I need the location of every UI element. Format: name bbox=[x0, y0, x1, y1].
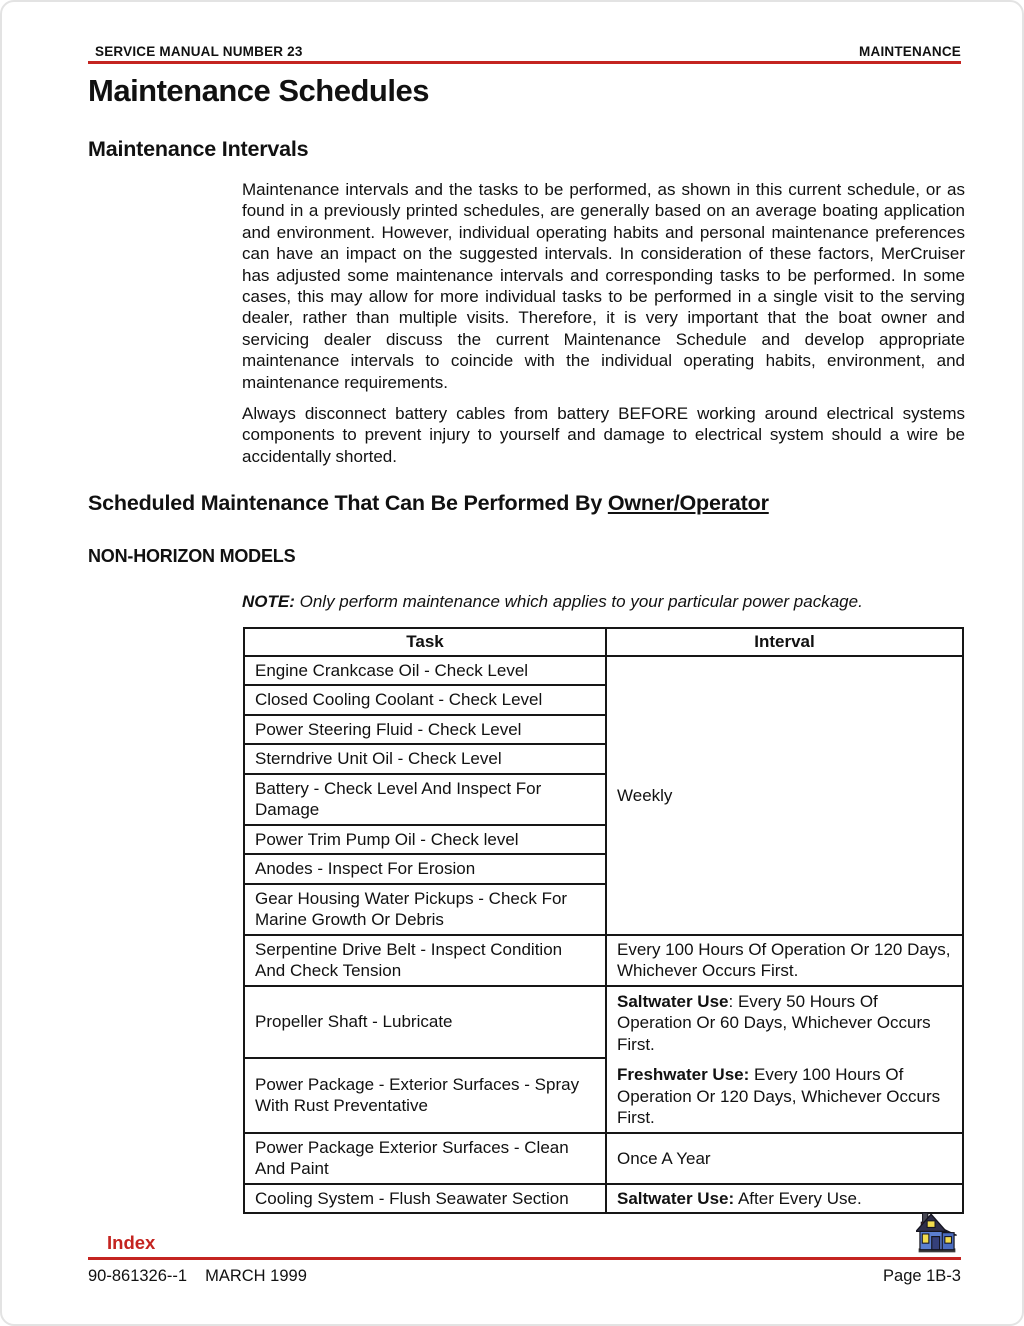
task-cell: Power Package Exterior Surfaces - Clean And Paint bbox=[244, 1133, 606, 1184]
heading-non-horizon-models: NON-HORIZON MODELS bbox=[88, 546, 296, 567]
heading-scheduled-maintenance bbox=[88, 491, 961, 516]
interval-cell-weekly: Weekly bbox=[606, 656, 963, 935]
interval-cell bbox=[606, 1184, 963, 1214]
task-cell: Propeller Shaft - Lubricate bbox=[244, 986, 606, 1058]
intervals-paragraph-2: Always disconnect battery cables from battery BEFORE working around electrical systems components to prevent injury to yourself and damage to electrical system should a wire be accidentally shorted. bbox=[242, 404, 965, 466]
table-row bbox=[244, 656, 963, 686]
table-row bbox=[244, 1184, 963, 1214]
page-title: Maintenance Schedules bbox=[88, 73, 429, 108]
task-cell: Sterndrive Unit Oil - Check Level bbox=[244, 744, 606, 774]
table-header-row bbox=[244, 628, 963, 656]
note-text: Only perform maintenance which applies to your particular power package. bbox=[294, 592, 863, 612]
task-cell: Closed Cooling Coolant - Check Level bbox=[244, 685, 606, 715]
note-label: NOTE: bbox=[242, 592, 295, 612]
interval-cell: Once A Year bbox=[606, 1133, 963, 1184]
cooling-interval-label: Saltwater Use: bbox=[617, 1188, 735, 1208]
task-cell: Engine Crankcase Oil - Check Level bbox=[244, 656, 606, 686]
doc-number: 90-861326--1 bbox=[88, 1267, 188, 1285]
task-cell: Battery - Check Level And Inspect For Damage bbox=[244, 774, 606, 825]
heading-scheduled-prefix: Scheduled Maintenance That Can Be Performed By bbox=[88, 491, 608, 516]
index-link[interactable]: Index bbox=[107, 1232, 156, 1253]
header-manual-number: SERVICE MANUAL NUMBER 23 bbox=[95, 44, 303, 59]
house-icon[interactable] bbox=[916, 1210, 958, 1254]
saltwater-label: Saltwater Use bbox=[617, 991, 729, 1011]
task-cell: Cooling System - Flush Seawater Section bbox=[244, 1184, 606, 1214]
table-row bbox=[244, 1133, 963, 1184]
freshwater-label: Freshwater Use: bbox=[617, 1065, 750, 1085]
page-header bbox=[88, 2, 961, 64]
header-chapter-label: MAINTENANCE bbox=[859, 44, 961, 59]
owner-operator-link[interactable]: Owner/Operator bbox=[607, 491, 769, 516]
task-cell: Anodes - Inspect For Erosion bbox=[244, 854, 606, 884]
table-row bbox=[244, 986, 963, 1058]
task-cell: Gear Housing Water Pickups - Check For Marine Growth Or Debris bbox=[244, 884, 606, 935]
saltwater-text: : Every 50 Hours Of Operation Or 60 Days, Whichever Occurs First. bbox=[617, 991, 931, 1054]
freshwater-interval bbox=[617, 1064, 952, 1129]
task-cell: Power Package - Exterior Surfaces - Spray With Rust Preventative bbox=[244, 1058, 606, 1133]
doc-date: MARCH 1999 bbox=[205, 1267, 307, 1285]
task-cell: Power Trim Pump Oil - Check level bbox=[244, 825, 606, 855]
table-row bbox=[244, 935, 963, 986]
interval-cell: Every 100 Hours Of Operation Or 120 Days, Whichever Occurs First. bbox=[606, 935, 963, 986]
page-footer bbox=[88, 1210, 961, 1286]
doc-number-and-date bbox=[88, 1267, 307, 1286]
note-line bbox=[242, 592, 965, 612]
interval-cell-water-group bbox=[606, 986, 963, 1133]
saltwater-interval bbox=[617, 991, 952, 1056]
maintenance-schedule-table bbox=[243, 627, 964, 1214]
column-header-task: Task bbox=[244, 628, 606, 656]
task-cell: Power Steering Fluid - Check Level bbox=[244, 715, 606, 745]
page-number: Page 1B-3 bbox=[883, 1267, 961, 1285]
task-cell: Serpentine Drive Belt - Inspect Condition And Check Tension bbox=[244, 935, 606, 986]
heading-maintenance-intervals: Maintenance Intervals bbox=[88, 137, 309, 161]
intervals-paragraph-1: Maintenance intervals and the tasks to be performed, as shown in this current schedule, or as found in a previously printed schedules, are generally based on an average boating application and environment. However, individual operating habits and personal maintenance preferences can have an impact on the suggested intervals. In consideration of these factors, MerCruiser has adjusted some maintenance intervals and corresponding tasks to be performed. In some cases, this may allow for more individual tasks to be performed in a single visit to the serving dealer, rather than multiple visits. Therefore, it is very important that the boat owner and servicing dealer discuss the current Maintenance Schedule and develop appropriate maintenance intervals to coincide with the individual operating habits, environment, and maintenance requirements. bbox=[242, 180, 965, 392]
freshwater-text: Every 100 Hours Of Operation Or 120 Days, Whichever Occurs First. bbox=[617, 1065, 941, 1128]
column-header-interval: Interval bbox=[606, 628, 963, 656]
cooling-interval-text: After Every Use. bbox=[734, 1188, 862, 1208]
